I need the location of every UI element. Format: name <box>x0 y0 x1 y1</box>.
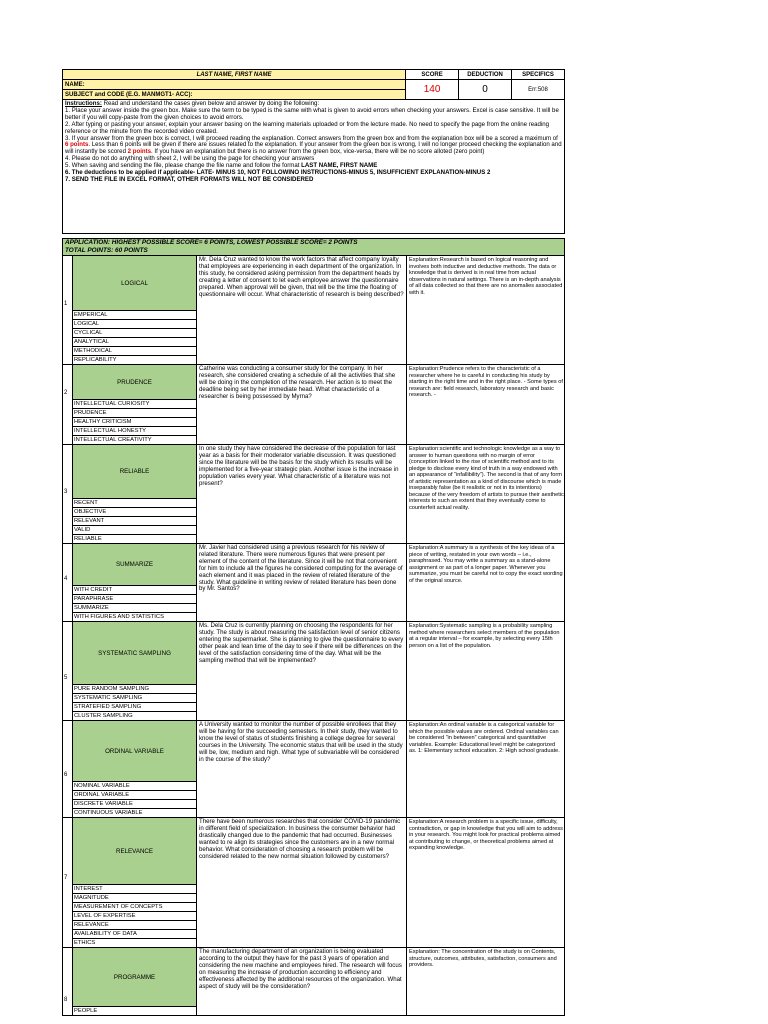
explanation-box[interactable]: Explanation:Research is based on logical reasoning and involves both inductive and deductive methods. The data or knowledge that is derived is in real time from actual observations in natural settings. There is an in-depth analysis of all data collected so that there are no anomalies associated with it. <box>409 257 563 296</box>
choice-option[interactable]: INTELLECTUAL CREATIVITY <box>74 437 152 443</box>
choice-option[interactable]: ANALYTICAL <box>73 338 196 347</box>
question-text: In one study they have considered the decrease of the population for last year as a basis for their moderator variable discussion. It was questioned since the literature will be the basis for the study which its results will be implemented for a five-year strategic plan. Another issue is the increase in population varies every year. What characteristic of a literature was not present? <box>197 445 407 543</box>
choice-option[interactable]: RELEVANT <box>73 517 196 526</box>
question-row <box>62 948 565 1016</box>
explanation-box[interactable]: Explanation: The concentration of the study is on Contents, structure, outcomes, attributes, satisfaction, consumers and providers. <box>409 949 557 968</box>
choice-option[interactable]: PARAPHRASE <box>73 595 196 604</box>
choice-option[interactable]: EMPERICAL <box>73 311 196 320</box>
choice-option[interactable]: DISCRETE VARIABLE <box>73 800 196 809</box>
choice-option[interactable]: PEOPLE <box>74 1008 98 1014</box>
question-number: 1 <box>64 301 68 307</box>
question-number: 6 <box>64 772 68 778</box>
name-label[interactable]: NAME: <box>63 80 406 90</box>
worksheet <box>62 69 565 1016</box>
answer-column <box>73 622 197 720</box>
question-text: A University wanted to monitor the number of possible enrollees that they will be having for the succeeding semesters. In their study, they wanted to know the level of status of students finishing a college degree for several courses in the University. The economic status that will be used in the study will be, low, medium and high. What type of subvariable will be considered in the course of the study? <box>197 721 407 817</box>
question-text: Mr. Javier had considered using a previous research for his review of related literature. There were numerous figures that were present per element of the content of the literature. Since it will be not that convenient for him to include all the figures he considered computing for the average of each element and it was placed in the review of related literature of the study. What guideline in writing review of related literature has been done by Mr. Santos? <box>197 544 407 621</box>
answer-green-box[interactable]: RELIABLE <box>73 445 196 499</box>
choice-option[interactable]: INTEREST <box>73 885 196 894</box>
choice-option[interactable]: OBJECTIVE <box>73 508 196 517</box>
score-value: 140 <box>406 80 459 100</box>
name-column-header: LAST NAME, FIRST NAME <box>63 70 406 80</box>
instruction-7: 7. SEND THE FILE IN EXCEL FORMAT, OTHER FORMATS WILL NOT BE CONSIDERED <box>65 175 314 183</box>
question-row <box>62 256 565 365</box>
choice-option[interactable]: LOGICAL <box>73 320 196 329</box>
deduction-value: 0 <box>459 80 512 100</box>
instructions-title: Instructions: <box>65 100 102 107</box>
question-number-cell <box>63 544 73 621</box>
question-row <box>62 544 565 622</box>
explanation-box[interactable]: Explanation:Prudence refers to the characteristic of a researcher where he is careful in conducting his study by starting in the right time and in the right place. - Some types of research are: field research, laboratory research and basic research. - <box>409 366 563 398</box>
choice-option[interactable]: REPLICABILITY <box>74 357 117 363</box>
answer-column <box>73 721 197 817</box>
answer-green-box[interactable]: RELEVANCE <box>73 818 196 885</box>
question-number-cell <box>63 818 73 947</box>
question-number-cell <box>63 948 73 1015</box>
answer-column <box>73 948 197 1015</box>
answer-green-box[interactable]: PRUDENCE <box>73 365 196 400</box>
choice-option[interactable]: SUMMARIZE <box>73 604 196 613</box>
explanation-box[interactable]: Explanation:An ordinal variable is a categorical variable for which the possible values are ordered. Ordinal variables can be considered “in between” categorical and quantitative variables. Example: Educational level might be categorized as. 1: Elementary school education. 2: High school graduate. <box>409 722 560 754</box>
points-banner <box>62 238 565 256</box>
choice-option[interactable]: CYCLICAL <box>73 329 196 338</box>
instruction-2: 2. After typing or pasting your answer, explain your answer basing on the learning materials uploaded or from the lecture made. No need to specify the page from the online reading reference or the minute from the recorded video created. <box>65 120 550 135</box>
question-row <box>62 818 565 948</box>
choice-option[interactable]: LEVEL OF EXPERTISE <box>73 912 196 921</box>
header-table <box>62 69 565 100</box>
choice-option[interactable]: ETHICS <box>74 940 96 946</box>
choice-option[interactable]: ORDINAL VARIABLE <box>73 791 196 800</box>
instruction-4: 4. Please do not do anything with sheet 2, I will be using the page for checking your answers <box>65 155 315 163</box>
choice-option[interactable]: CLUSTER SAMPLING <box>74 713 133 719</box>
choice-option[interactable]: NOMINAL VARIABLE <box>73 782 196 791</box>
instruction-5: 5. When saving and sending the file, please change the file name and follow the format LAST NAME, FIRST NAME <box>65 162 378 170</box>
explanation-box[interactable]: Explanation:A research problem is a specific issue, difficulty, contradiction, or gap in knowledge that you will aim to address in your research. You might look for practical problems aimed at contributing to change, or theoretical problems aimed at expanding knowledge. <box>409 819 563 851</box>
answer-column <box>73 256 197 364</box>
instructions-block <box>62 100 565 234</box>
question-row <box>62 365 565 445</box>
choice-option[interactable]: HEALTHY CRITICISM <box>73 418 196 427</box>
question-number-cell <box>63 622 73 720</box>
choice-option[interactable]: STRATEFIED SAMPLING <box>73 703 196 712</box>
deduction-header: DEDUCTION <box>459 70 512 80</box>
choice-option[interactable]: PRUDENCE <box>73 409 196 418</box>
choice-option[interactable]: RECENT <box>73 499 196 508</box>
answer-green-box[interactable]: SUMMARIZE <box>73 544 196 586</box>
question-text: Mr. Dela Cruz wanted to know the work factors that affect company loyalty that employees are experiencing in each department of the organization. In this study, he considered asking permission from the department heads by creating a letter of consent to let each employee answer the questionnaire prepared. When approval will be given, that will be the time the floating of questionnaire will occur. What characteristic of research is being described? <box>197 256 407 364</box>
choice-option[interactable]: SYSTEMATIC SAMPLING <box>73 694 196 703</box>
question-number-cell <box>63 721 73 817</box>
question-number: 3 <box>64 489 68 495</box>
choice-option[interactable]: VALID <box>73 526 196 535</box>
question-number: 8 <box>64 997 68 1003</box>
choice-option[interactable]: INTELLECTUAL HONESTY <box>73 427 196 436</box>
question-number-cell <box>63 365 73 444</box>
question-number-cell <box>63 256 73 364</box>
instruction-1: 1. Place your answer inside the green box. Make sure the term to be typed is the same with what is given to avoid errors when checking your answers. Excel is case sensitive. It will be better if you will copy-paste from the given choices to avoid errors. <box>65 106 559 121</box>
question-row <box>62 445 565 544</box>
question-text: The manufacturing department of an organization is being evaluated according to the output they have for the past 3 years of operation and considering the new machine and employees hired. The research will focus on measuring the increase of production according to efficiency and effectiveness affected by the additional resources of the organization. What aspect of study will be the consideration? <box>197 948 407 1015</box>
subject-label[interactable]: SUBJECT and CODE (E.G. MANMGT1- ACC): <box>63 90 406 100</box>
points-line-1: APPLICATION: HIGHEST POSSIBLE SCORE= 6 POINTS, LOWEST POSSIBLE SCORE= 2 POINTS <box>65 239 358 246</box>
answer-green-box[interactable]: SYSTEMATIC SAMPLING <box>73 622 196 685</box>
answer-column <box>73 445 197 543</box>
answer-green-box[interactable]: PROGRAMME <box>73 948 196 1007</box>
choice-option[interactable]: RELEVANCE <box>73 921 196 930</box>
explanation-box[interactable]: Explanation:scientific and technologic knowledge as a way to answer to human questions with no margin of error (conception linked to the rise of scientific method and to its pledge to disclose every kind of truth in a way endowed with an appearance of “infallibility”). The second is that of any form of artistic representation as a kind of discourse which is made inseparably false (be it realistic or not in its intentions) because of the very freedom of artists to pursue their aesthetic interests to such an extent that they eventually come to counterfeit actual reality. <box>409 446 564 511</box>
question-number: 7 <box>64 875 68 881</box>
question-number: 2 <box>64 390 68 396</box>
question-number-cell <box>63 445 73 543</box>
choice-option[interactable]: INTELLECTUAL CURIOSITY <box>73 400 196 409</box>
choice-option[interactable]: RELIABLE <box>74 536 102 542</box>
choice-option[interactable]: CONTINUOUS VARIABLE <box>74 810 143 816</box>
question-number: 4 <box>64 576 68 582</box>
choice-option[interactable]: METHODICAL <box>73 347 196 356</box>
answer-column <box>73 365 197 444</box>
question-text: Catherine was conducting a consumer study for the company. In her research, she considered creating a schedule of all the activities that she will be doing in the completion of the research. Her action is to meet the deadline being set by her immediate head. What characteristic of a researcher is being possessed by Myrna? <box>197 365 407 444</box>
questions-list <box>62 256 565 1016</box>
answer-column <box>73 544 197 621</box>
choice-option[interactable]: MEASUREMENT OF CONCEPTS <box>73 903 196 912</box>
choice-option[interactable]: AVAILABILITY OF DATA <box>73 930 196 939</box>
choice-option[interactable]: MAGNITUDE <box>73 894 196 903</box>
choice-option[interactable]: WITH FIGURES AND STATISTICS <box>74 614 164 620</box>
answer-green-box[interactable]: LOGICAL <box>73 256 196 311</box>
question-text: Ms. Dela Cruz is currently planning on choosing the respondents for her study. The study is about measuring the satisfaction level of senior citizens entering the supermarket. She is planning to give the questionnaire to every other peak and lean time of the day to see if there will be differences on the level of the satisfaction considering time of the day. What will be the sampling method that will be implemented? <box>197 622 407 720</box>
instructions-intro: Read and understand the cases given below and answer by doing the following: <box>101 100 320 107</box>
question-text: There have been numerous researches that consider COVID-19 pandemic in different field of specialization. In business the consumer behavior had drastically changed due to the pandemic that had occurred. Businesses wanted to re align its strategies since the customers are in a new normal behavior. What consideration of choosing a research problem will be considered related to the new normal situation followed by customers? <box>197 818 407 947</box>
explanation-box[interactable]: Explanation:A summary is a synthesis of the key ideas of a piece of writing, restated in your own words – i.e., paraphrased. You may write a summary as a stand-alone assignment or as part of a longer paper. Whenever you summarize, you must be careful not to copy the exact wording of the original source. <box>409 545 563 584</box>
instruction-6: 6. The deductions to be applied if applicable- LATE- MINUS 10, NOT FOLLOWINO INSTRUCTIONS-MINUS 5, INSUFFICIENT EXPLANATION-MINUS 2 <box>65 169 491 177</box>
points-line-2: TOTAL POINTS: 60 POINTS <box>65 247 148 254</box>
answer-column <box>73 818 197 947</box>
question-row <box>62 622 565 721</box>
score-header: SCORE <box>406 70 459 80</box>
specifics-header: SPECIFICS <box>512 70 565 80</box>
explanation-box[interactable]: Explanation:Systematic sampling is a probability sampling method where researchers select members of the population at a regular interval – for example, by selecting every 15th person on a list of the population. <box>409 623 560 649</box>
instruction-3: 3. If your answer from the green box is correct, I will proceed reading the explanation. Correct answers from the green box and from the explanation box will be a scored a maximum of 6 points. Less than 6 points will be given if there are issues related to the explanation. If your answer from the green box is wrong, I will no longer proceed checking the explanation and will instantly be scored 2 points. If you have an explanation but there is no answer from the green box, vice-versa, there will be no score alloted (zero point) <box>65 134 562 156</box>
question-number: 5 <box>64 675 68 681</box>
choice-option[interactable]: PURE RANDOM SAMPLING <box>73 685 196 694</box>
specifics-value: Err:508 <box>512 80 565 100</box>
question-row <box>62 721 565 818</box>
answer-green-box[interactable]: ORDINAL VARIABLE <box>73 721 196 782</box>
choice-option[interactable]: WITH CREDIT <box>73 586 196 595</box>
